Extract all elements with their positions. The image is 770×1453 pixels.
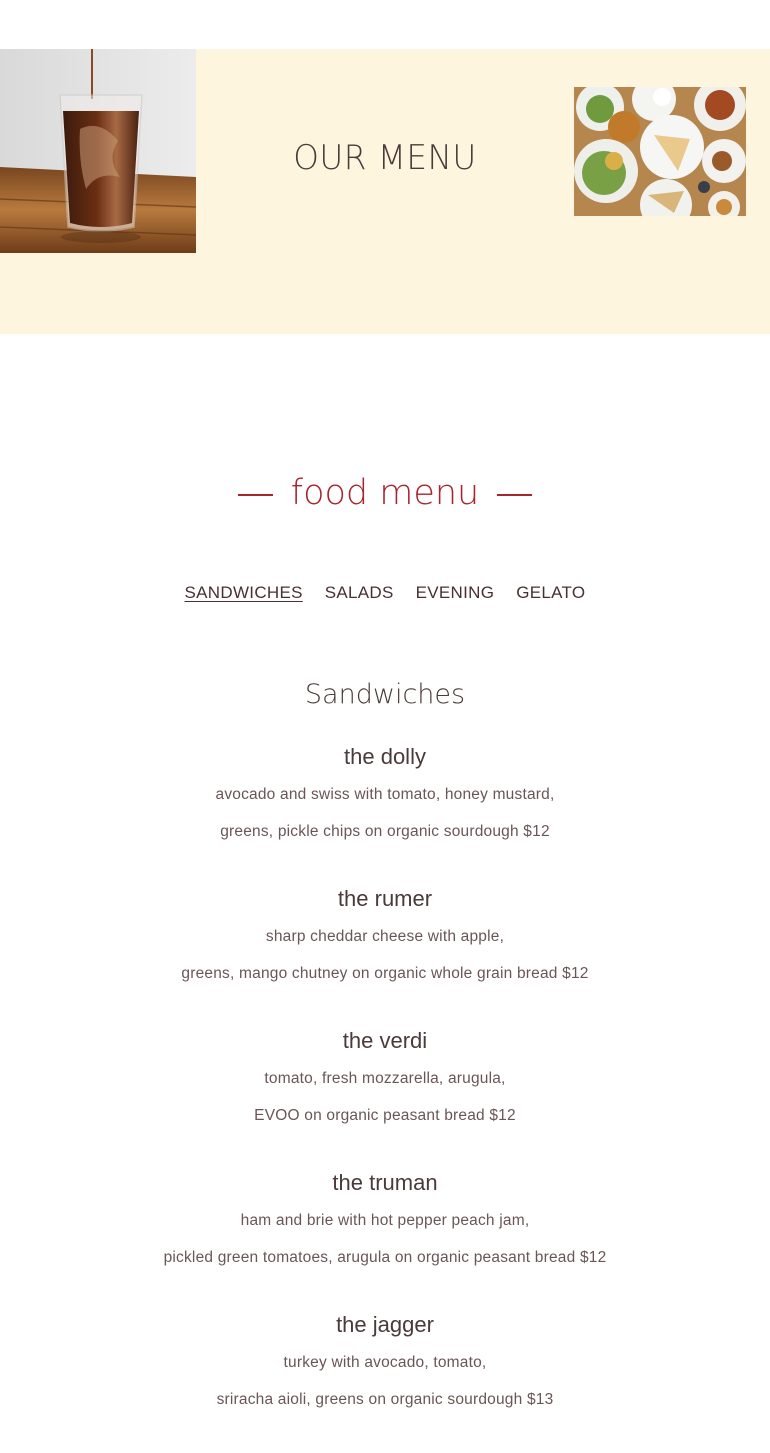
item-description: turkey with avocado, tomato, xyxy=(283,1354,487,1371)
menu-item xyxy=(0,1022,770,1164)
heading-dash-right xyxy=(497,494,532,496)
item-description: ham and brie with hot pepper peach jam, xyxy=(240,1212,530,1229)
item-name: the truman xyxy=(332,1170,438,1195)
item-description-price: greens, mango chutney on organic whole grain bread $12 xyxy=(181,965,589,982)
item-description-price: pickled green tomatoes, arugula on organic peasant bread $12 xyxy=(163,1249,607,1266)
item-name: the rumer xyxy=(337,886,433,911)
food-menu-heading xyxy=(0,470,770,516)
menu-item-list xyxy=(0,738,770,1448)
tab-salads[interactable]: SALADS xyxy=(324,583,394,602)
tab-evening[interactable]: EVENING xyxy=(415,583,495,602)
item-name: the jagger xyxy=(336,1312,434,1337)
item-description-price: EVOO on organic peasant bread $12 xyxy=(254,1107,516,1124)
item-name: the verdi xyxy=(342,1028,428,1053)
menu-item xyxy=(0,880,770,1022)
item-description: tomato, fresh mozzarella, arugula, xyxy=(264,1070,506,1087)
iced-coffee-illustration xyxy=(0,49,196,253)
food-platter-photo xyxy=(574,87,746,216)
iced-coffee-photo xyxy=(0,49,196,253)
menu-item xyxy=(0,1164,770,1306)
tab-sandwiches[interactable]: SANDWICHES xyxy=(184,583,303,602)
menu-category-tabs xyxy=(0,580,770,606)
category-title: Sandwiches xyxy=(304,679,466,711)
item-description-price: sriracha aioli, greens on organic sourdough $13 xyxy=(216,1391,554,1408)
item-name: the dolly xyxy=(344,744,426,769)
tab-gelato[interactable]: GELATO xyxy=(516,583,586,602)
food-platter-illustration xyxy=(574,87,746,216)
menu-item xyxy=(0,1306,770,1448)
hero-banner xyxy=(0,49,770,334)
menu-item xyxy=(0,738,770,880)
item-description-price: greens, pickle chips on organic sourdough $12 xyxy=(220,823,550,840)
item-description: sharp cheddar cheese with apple, xyxy=(265,928,505,945)
food-menu-title: food menu xyxy=(290,473,480,513)
item-description: avocado and swiss with tomato, honey mustard, xyxy=(215,786,555,803)
heading-dash-left xyxy=(238,494,273,496)
hero-title: OUR MENU xyxy=(293,137,477,178)
